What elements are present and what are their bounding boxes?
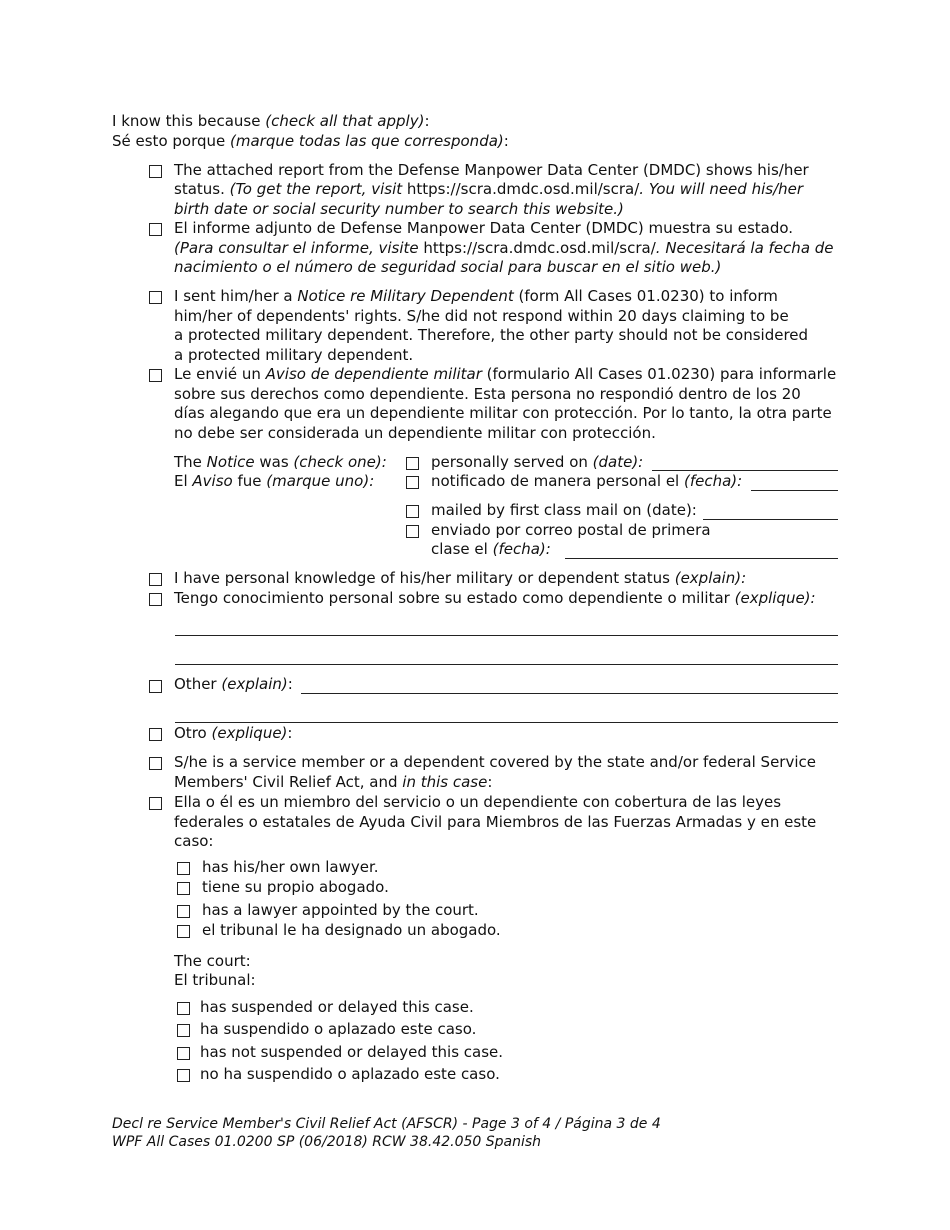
court-es-label: El tribunal: bbox=[174, 971, 256, 989]
knowledge-explain-line-2[interactable] bbox=[175, 664, 838, 665]
other-explain-line-2[interactable] bbox=[175, 722, 838, 723]
lawyer-appointed-en-label: has a lawyer appointed by the court. bbox=[202, 901, 479, 919]
notice-es-checkbox[interactable] bbox=[149, 369, 162, 382]
member-en-line2: Members' Civil Relief Act, and in this case: bbox=[174, 773, 493, 791]
court-suspended-es-label: ha suspendido o aplazado este caso. bbox=[200, 1020, 477, 1038]
knowledge-en-label: I have personal knowledge of his/her military or dependent status (explain): bbox=[174, 569, 747, 587]
notice-was-en: The Notice was (check one): bbox=[174, 453, 387, 471]
served-fecha-field[interactable] bbox=[751, 490, 838, 491]
court-suspended-en-label: has suspended or delayed this case. bbox=[200, 998, 474, 1016]
notice-es-line4: no debe ser considerada un dependiente militar con protección. bbox=[174, 424, 656, 442]
notice-was-es: El Aviso fue (marque uno): bbox=[174, 472, 375, 490]
served-en-checkbox[interactable] bbox=[406, 457, 419, 470]
member-en-line1: S/he is a service member or a dependent covered by the state and/or federal Service bbox=[174, 753, 816, 771]
court-suspended-en-checkbox[interactable] bbox=[177, 1002, 190, 1015]
lawyer-own-es-checkbox[interactable] bbox=[177, 882, 190, 895]
court-not-suspended-es-checkbox[interactable] bbox=[177, 1069, 190, 1082]
other-en-checkbox[interactable] bbox=[149, 680, 162, 693]
dmdc-en-line1: The attached report from the Defense Manpower Data Center (DMDC) shows his/her bbox=[174, 161, 809, 179]
dmdc-es-line1: El informe adjunto de Defense Manpower Data Center (DMDC) muestra su estado. bbox=[174, 219, 794, 237]
notice-es-line1: Le envié un Aviso de dependiente militar (formulario All Cases 01.0230) para informarle bbox=[174, 365, 837, 383]
dmdc-en-line3: birth date or social security number to search this website.) bbox=[174, 200, 624, 218]
member-es-checkbox[interactable] bbox=[149, 797, 162, 810]
mailed-fecha-field[interactable] bbox=[565, 558, 838, 559]
court-en-label: The court: bbox=[174, 952, 251, 970]
other-explain-line-1[interactable] bbox=[301, 693, 838, 694]
dmdc-en-checkbox[interactable] bbox=[149, 165, 162, 178]
lawyer-appointed-es-checkbox[interactable] bbox=[177, 925, 190, 938]
lawyer-appointed-es-label: el tribunal le ha designado un abogado. bbox=[202, 921, 501, 939]
intro-en: I know this because (check all that apply): bbox=[112, 112, 430, 130]
member-es-line1: Ella o él es un miembro del servicio o un dependiente con cobertura de las leyes bbox=[174, 793, 782, 811]
other-en-label: Other (explain): bbox=[174, 675, 293, 693]
lawyer-own-en-label: has his/her own lawyer. bbox=[202, 858, 379, 876]
dmdc-es-line3: nacimiento o el número de seguridad social para buscar en el sitio web.) bbox=[174, 258, 722, 276]
served-es-label: notificado de manera personal el (fecha): bbox=[431, 472, 743, 490]
served-en-label: personally served on (date): bbox=[431, 453, 644, 471]
court-not-suspended-en-checkbox[interactable] bbox=[177, 1047, 190, 1060]
other-es-checkbox[interactable] bbox=[149, 728, 162, 741]
notice-es-line3: días alegando que era un dependiente militar con protección. Por lo tanto, la otra parte bbox=[174, 404, 832, 422]
notice-en-line3: a protected military dependent. Therefore, the other party should not be considered bbox=[174, 326, 809, 344]
notice-en-line4: a protected military dependent. bbox=[174, 346, 414, 364]
court-not-suspended-en-label: has not suspended or delayed this case. bbox=[200, 1043, 504, 1061]
footer-line1: Decl re Service Member's Civil Relief Act (AFSCR) - Page 3 of 4 / Página 3 de 4 bbox=[112, 1116, 661, 1132]
footer-line2: WPF All Cases 01.0200 SP (06/2018) RCW 38.42.050 Spanish bbox=[112, 1134, 542, 1150]
notice-en-checkbox[interactable] bbox=[149, 291, 162, 304]
member-en-checkbox[interactable] bbox=[149, 757, 162, 770]
court-not-suspended-es-label: no ha suspendido o aplazado este caso. bbox=[200, 1065, 500, 1083]
notice-es-line2: sobre sus derechos como dependiente. Esta persona no respondió dentro de los 20 bbox=[174, 385, 801, 403]
member-es-line3: caso: bbox=[174, 832, 214, 850]
served-date-field[interactable] bbox=[652, 470, 838, 471]
served-es-checkbox[interactable] bbox=[406, 476, 419, 489]
dmdc-es-checkbox[interactable] bbox=[149, 223, 162, 236]
dmdc-es-line2: (Para consultar el informe, visite https://scra.dmdc.osd.mil/scra/. Necesitará la fecha de bbox=[174, 239, 834, 257]
member-es-line2: federales o estatales de Ayuda Civil para Miembros de las Fuerzas Armadas y en este bbox=[174, 813, 817, 831]
lawyer-own-es-label: tiene su propio abogado. bbox=[202, 878, 389, 896]
other-es-label: Otro (explique): bbox=[174, 724, 293, 742]
mailed-es-checkbox[interactable] bbox=[406, 525, 419, 538]
knowledge-es-checkbox[interactable] bbox=[149, 593, 162, 606]
dmdc-en-line2: status. (To get the report, visit https://scra.dmdc.osd.mil/scra/. You will need his/her bbox=[174, 180, 804, 198]
notice-en-line1: I sent him/her a Notice re Military Dependent (form All Cases 01.0230) to inform bbox=[174, 287, 778, 305]
mailed-en-checkbox[interactable] bbox=[406, 505, 419, 518]
knowledge-explain-line-1[interactable] bbox=[175, 635, 838, 636]
knowledge-es-label: Tengo conocimiento personal sobre su estado como dependiente o militar (explique): bbox=[174, 589, 816, 607]
intro-es: Sé esto porque (marque todas las que corresponda): bbox=[112, 132, 509, 150]
knowledge-en-checkbox[interactable] bbox=[149, 573, 162, 586]
lawyer-own-en-checkbox[interactable] bbox=[177, 862, 190, 875]
mailed-es-label-1: enviado por correo postal de primera bbox=[431, 521, 711, 539]
court-suspended-es-checkbox[interactable] bbox=[177, 1024, 190, 1037]
mailed-date-field[interactable] bbox=[703, 519, 838, 520]
lawyer-appointed-en-checkbox[interactable] bbox=[177, 905, 190, 918]
mailed-en-label: mailed by first class mail on (date): bbox=[431, 501, 697, 519]
mailed-es-label-2: clase el (fecha): bbox=[431, 540, 551, 558]
notice-en-line2: him/her of dependents' rights. S/he did not respond within 20 days claiming to be bbox=[174, 307, 789, 325]
